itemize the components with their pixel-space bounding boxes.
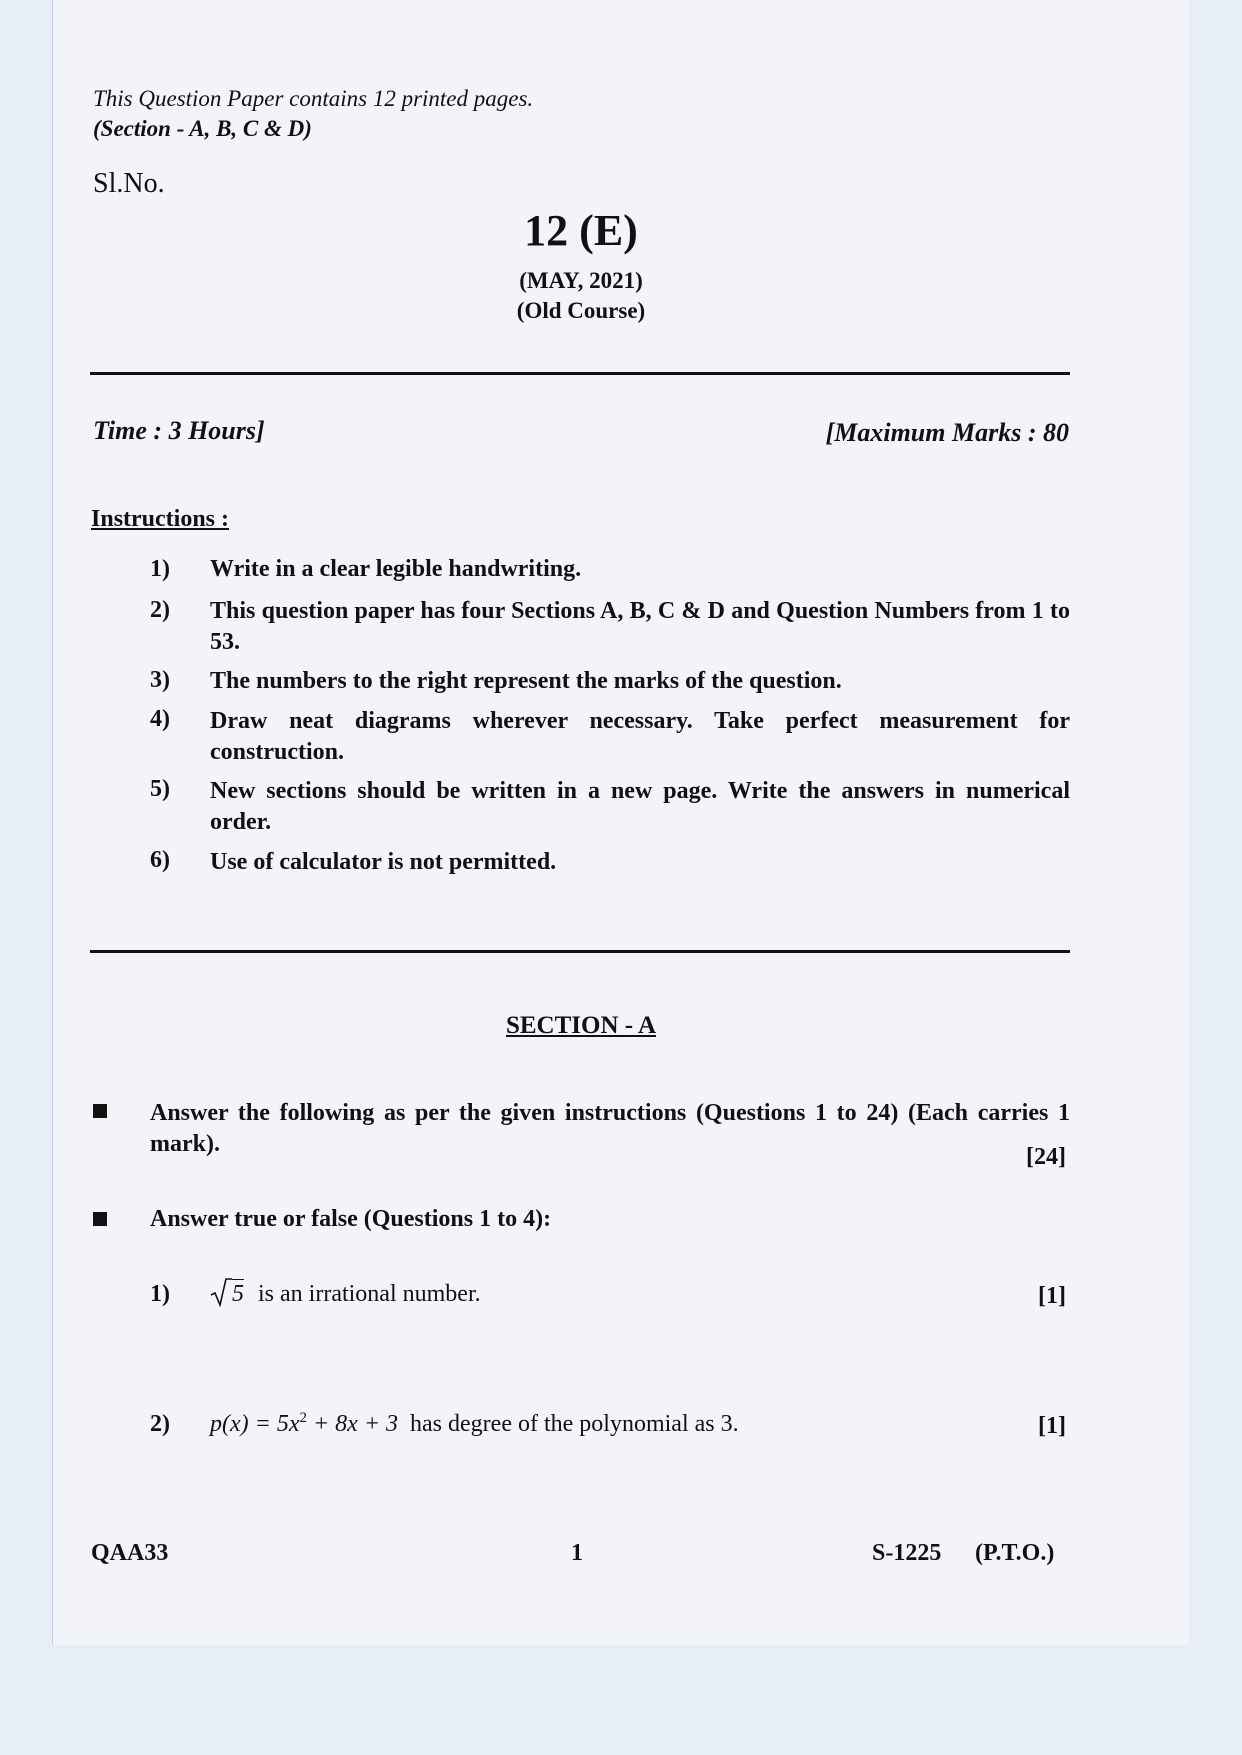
radicand: 5 (232, 1281, 244, 1307)
section-a-title: SECTION - A (505, 1012, 657, 1039)
exam-session: (MAY, 2021) (519, 268, 643, 293)
section-marks: [24] (1026, 1144, 1066, 1170)
question-text (210, 1279, 481, 1308)
question-marks: [1] (1038, 1413, 1066, 1439)
question-number: 1) (150, 1281, 170, 1307)
question-marks: [1] (1038, 1283, 1066, 1309)
instruction-text: The numbers to the right represent the marks of the question. (210, 668, 842, 694)
time-limit: Time : 3 Hours] (93, 416, 265, 445)
instruction-number: 1) (150, 556, 170, 582)
instruction-number: 4) (150, 706, 170, 732)
question-statement: has degree of the polynomial as 3. (410, 1411, 739, 1437)
instruction-number: 5) (150, 776, 170, 802)
instructions-heading: Instructions : (91, 506, 230, 532)
square-root-icon (210, 1279, 232, 1307)
true-false-directive: Answer true or false (Questions 1 to 4): (150, 1206, 552, 1232)
header-divider (90, 372, 1070, 375)
instruction-number: 2) (150, 597, 170, 623)
maximum-marks: [Maximum Marks : 80 (825, 418, 1069, 447)
question-text (210, 1410, 739, 1438)
polynomial-lhs: p(x) = 5x (210, 1411, 300, 1437)
polynomial-rhs: + 8x + 3 (306, 1411, 399, 1437)
section-directive: Answer the following as per the given instructions (Questions 1 to 24) (Each carries 1 mark). (150, 1100, 1070, 1157)
instruction-text: Draw neat diagrams wherever necessary. Take perfect measurement for construction. (210, 708, 1070, 765)
footer-reference: S-1225 (872, 1540, 942, 1566)
sections-note: (Section - A, B, C & D) (93, 116, 312, 141)
please-turn-over: (P.T.O.) (975, 1540, 1055, 1566)
serial-number-label: Sl.No. (93, 168, 165, 199)
instruction-text: This question paper has four Sections A, B, C & D and Question Numbers from 1 to 53. (210, 598, 1070, 655)
polynomial-exponent: 2 (299, 1410, 307, 1426)
bullet-square-icon (93, 1104, 107, 1118)
instruction-number: 3) (150, 667, 170, 693)
instructions-divider (90, 950, 1070, 953)
footer-code: QAA33 (91, 1540, 169, 1566)
instruction-text: Write in a clear legible handwriting. (210, 556, 582, 582)
instruction-number: 6) (150, 847, 170, 873)
course-type: (Old Course) (516, 298, 646, 323)
question-number: 2) (150, 1411, 170, 1437)
page-number: 1 (571, 1540, 583, 1566)
bullet-square-icon (93, 1212, 107, 1226)
paper-code: 12 (E) (524, 206, 638, 255)
instruction-text: Use of calculator is not permitted. (210, 849, 557, 875)
question-statement: is an irrational number. (258, 1281, 481, 1307)
instruction-text: New sections should be written in a new page. Write the answers in numerical order. (210, 778, 1070, 835)
pages-note: This Question Paper contains 12 printed pages. (93, 86, 534, 111)
